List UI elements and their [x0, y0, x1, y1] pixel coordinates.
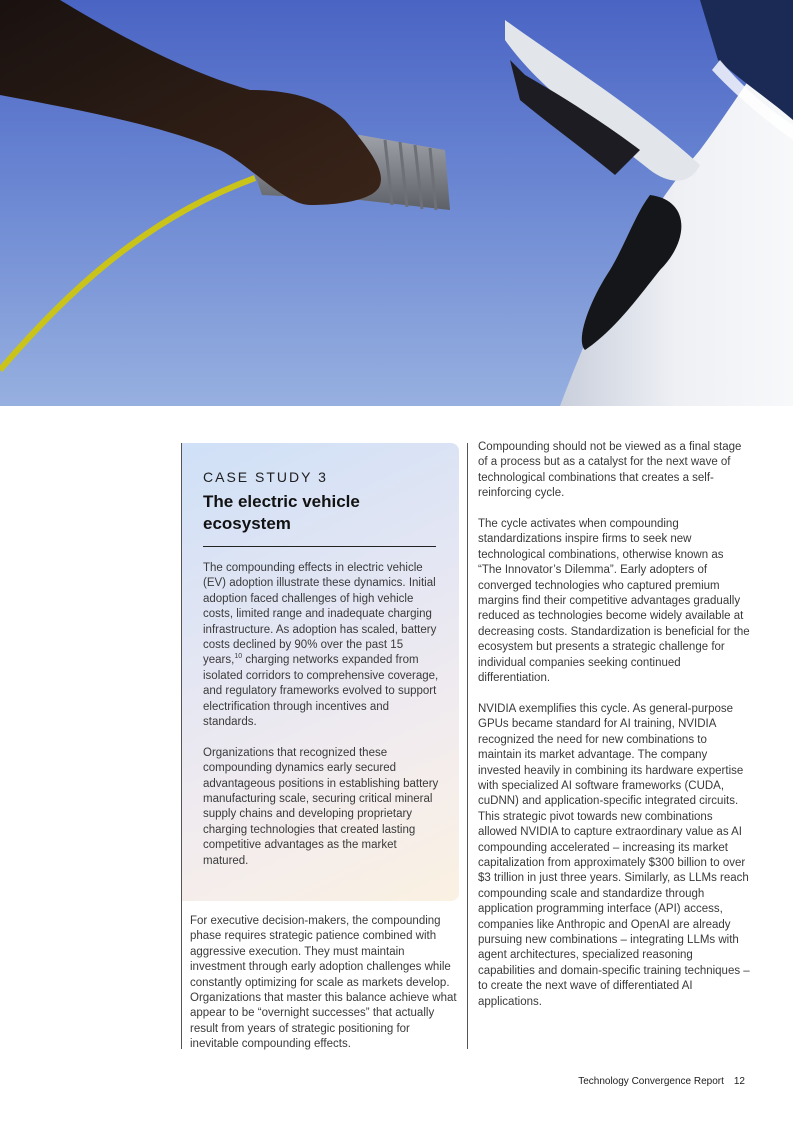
- case-study-divider: [203, 546, 436, 547]
- hero-photo: [0, 0, 793, 406]
- right-column-paragraph-1: Compounding should not be viewed as a final stage of a process but as a catalyst for the next wave of technological combinations that creates a self-reinforcing cycle.: [478, 441, 742, 500]
- right-column-text: [478, 440, 750, 1025]
- case-study-box: [182, 443, 459, 901]
- case-study-title: The electric vehicle ecosystem: [203, 492, 360, 533]
- middle-column-rule: [467, 443, 468, 1049]
- left-column-paragraph: For executive decision-makers, the compounding phase requires strategic patience combined with aggressive execution. They must maintain investment through early adoption challenges while constantly optimizing for scale as markets develop. Organizations that master this balance achieve what appear to be “overnight successes” that actually result from years of strategic positioning for inevitable compounding effects.: [190, 915, 457, 1051]
- case-study-paragraph-2: Organizations that recognized these compounding dynamics early secured advantageous positions in establishing battery manufacturing scale, securing critical mineral supply chains and developing proprietary charging technologies that created lasting competitive advantages as the market matured.: [203, 746, 439, 867]
- charging-cable: [0, 178, 255, 370]
- page-footer: [578, 1076, 745, 1087]
- ev-charging-illustration: [0, 0, 793, 406]
- case-study-body: [203, 561, 443, 885]
- case-study-paragraph-1: [203, 561, 443, 730]
- right-column-paragraph-3: NVIDIA exemplifies this cycle. As general-purpose GPUs became standard for AI training, NVIDIA recognized the need for new combinations to maintain its market advantage. The company invested heavily in combining its hardware expertise with specialized AI software frameworks (CUDA, cuDNN) and application-specific integrated circuits. This strategic pivot towards new combinations allowed NVIDIA to capture extraordinary value as AI compounding accelerated – increasing its market capitalization from approximately $300 billion to over $3 trillion in just three years. Similarly, as LLMs reach compounding scale and standardize through application programming interface (API) access, companies like Anthropic and OpenAI are already pursuing new combinations – integrating LLMs with agent architectures, specialized reasoning capabilities and domain-specific training techniques – to create the next wave of differentiated AI applications.: [478, 702, 750, 1008]
- case-study-p1-continued: charging networks expanded from isolated corridors to comprehensive coverage, and regulatory frameworks evolved to support electrification through incentives and standards.: [203, 654, 439, 729]
- right-column-paragraph-2: The cycle activates when compounding standardizations inspire firms to seek new technological combinations, otherwise known as “The Innovator’s Dilemma”. Early adopters of converged technologies who captured premium margins find their competitive advantages gradually reduced as technologies become widely available at decreasing costs. Standardization is beneficial for the ecosystem but presents a strategic challenge for individual companies seeking continued differentiation.: [478, 518, 750, 685]
- page-number: 12: [733, 1076, 745, 1087]
- hand: [0, 0, 381, 205]
- case-study-p1-text: The compounding effects in electric vehicle (EV) adoption illustrate these dynamics. Initial adoption faced challenges of high vehicle costs, limited range and inadequate charging infrastructure. As adoption has scaled, battery costs declined by 90% over the past 15 years,: [203, 562, 437, 667]
- left-column-text: [190, 914, 458, 1053]
- report-name: Technology Convergence Report: [578, 1076, 724, 1087]
- case-study-eyebrow: CASE STUDY 3: [203, 469, 328, 485]
- footnote-marker: 10: [234, 653, 243, 661]
